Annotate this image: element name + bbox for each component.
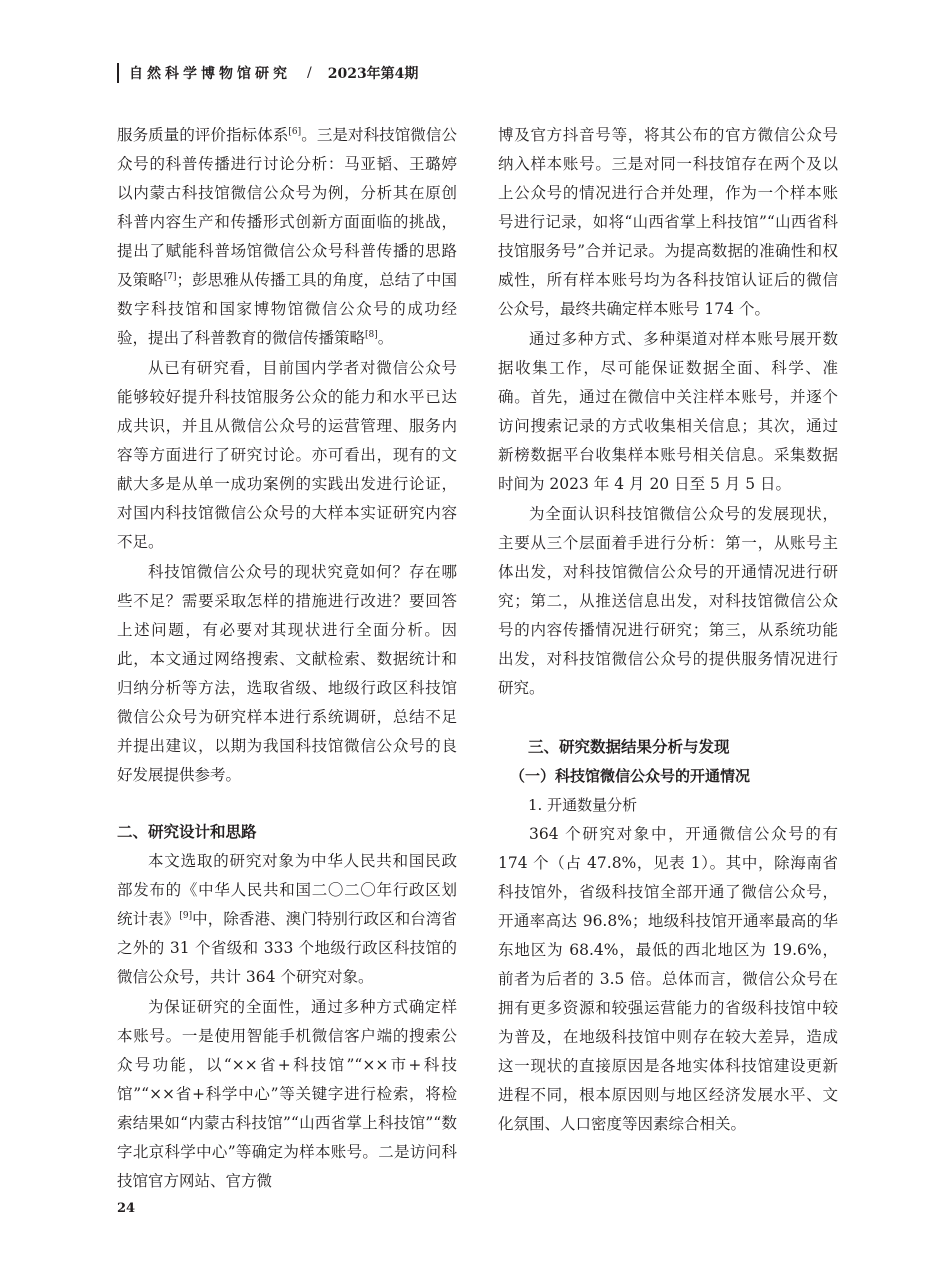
right-column bbox=[498, 121, 838, 1139]
running-header bbox=[117, 62, 418, 84]
paragraph: 为保证研究的全面性，通过多种方式确定样本账号。一是使用智能手机微信客户端的搜索公众号功能，以“××省+科技馆”“××市+科技馆”“××省+科学中心”等关键字进行检索，将检索结果如“内蒙古科技馆”“山西省掌上科技馆”“数字北京科学中心”等确定为样本账号。二是访问科技馆官方网站、官方微 bbox=[117, 998, 457, 1190]
text-span: 。三是对科技馆微信公众号的科普传播进行讨论分析：马亚韬、王璐婷以内蒙古科技馆微信公众号为例，分析其在原创科普内容生产和传播形式创新方面面临的挑战，提出了赋能科普场馆微信公众号科普传播的思路及策略 bbox=[117, 126, 457, 289]
subsection-heading: （一）科技馆微信公众号的开通情况 bbox=[510, 767, 751, 785]
paragraph: 科技馆微信公众号的现状究竟如何？存在哪些不足？需要采取怎样的措施进行改进？要回答上述问题，有必要对其现状进行全面分析。因此，本文通过网络搜索、文献检索、数据统计和归纳分析等方法，选取省级、地级行政区科技馆微信公众号为研究样本进行系统调研，总结不足并提出建议，以期为我国科技馆微信公众号的良好发展提供参考。 bbox=[117, 563, 457, 784]
text-span: 服务质量的评价指标体系 bbox=[117, 126, 289, 144]
left-column bbox=[117, 121, 457, 1196]
paragraph: 从已有研究看，目前国内学者对微信公众号能够较好提升科技馆服务公众的能力和水平已达成共识，并且从微信公众号的运营管理、服务内容等方面进行了研究讨论。亦可看出，现有的文献大多是从单一成功案例的实践出发进行论证，对国内科技馆微信公众号的大样本实证研究内容不足。 bbox=[117, 359, 457, 551]
text-span: ；彭思雅从传播工具的角度，总结了中国数字科技馆和国家博物馆微信公众号的成功经验，提出了科普教育的微信传播策略 bbox=[117, 271, 457, 347]
paragraph bbox=[117, 847, 457, 992]
paragraph: 为全面认识科技馆微信公众号的发展现状，主要从三个层面着手进行分析：第一，从账号主体出发，对科技馆微信公众号的开通情况进行研究；第二，从推送信息出发，对科技馆微信公众号的内容传播情况进行研究；第三，从系统功能出发，对科技馆微信公众号的提供服务情况进行研究。 bbox=[498, 505, 838, 697]
citation-ref: [6] bbox=[288, 126, 302, 137]
section-heading: 二、研究设计和思路 bbox=[117, 823, 257, 841]
text-span: 本文选取的研究对象为中华人民共和国民政部发布的《中华人民共和国二〇二〇年行政区划统计表》 bbox=[117, 852, 457, 928]
paragraph: 博及官方抖音号等，将其公布的官方微信公众号纳入样本账号。三是对同一科技馆存在两个及以上公众号的情况进行合并处理，作为一个样本账号进行记录，如将“山西省掌上科技馆”“山西省科技馆服务号”合并记录。为提高数据的准确性和权威性，所有样本账号均为各科技馆认证后的微信公众号，最终共确定样本账号 174 个。 bbox=[498, 126, 838, 318]
issue-label: 2023年第4期 bbox=[327, 66, 419, 82]
subsubsection-heading: 1. 开通数量分析 bbox=[528, 796, 638, 814]
paragraph: 通过多种方式、多种渠道对样本账号展开数据收集工作，尽可能保证数据全面、科学、准确。首先，通过在微信中关注样本账号，并逐个访问搜索记录的方式收集相关信息；其次，通过新榜数据平台收集样本账号相关信息。采集数据时间为 2023 年 4 月 20 日至 5 月 5 日。 bbox=[498, 330, 838, 493]
citation-ref: [9] bbox=[179, 910, 193, 921]
paragraph: 364 个研究对象中，开通微信公众号的有 174 个（占 47.8%，见表 1）。其中，除海南省科技馆外，省级科技馆全部开通了微信公众号，开通率高达 96.8%；地级科技馆开通率最高的华东地区为 68.4%，最低的西北地区为 19.6%，前者为后者的 3.5 倍。总体而言，微信公众号在拥有更多资源和较强运营能力的省级科技馆中较为普及，在地级科技馆中则存在较大差异，造成这一现状的直接原因是各地实体科技馆建设更新进程不同，根本原因则与地区经济发展水平、文化氛围、人口密度等因素综合相关。 bbox=[498, 825, 838, 1133]
journal-title: 自然科学博物馆研究 bbox=[129, 66, 291, 82]
page-number: 24 bbox=[117, 1201, 136, 1216]
text-span: 中，除香港、澳门特别行政区和台湾省之外的 31 个省级和 333 个地级行政区科技馆的微信公众号，共计 364 个研究对象。 bbox=[117, 910, 457, 986]
text-span: 。 bbox=[377, 329, 394, 347]
header-separator: / bbox=[307, 65, 312, 81]
citation-ref: [8] bbox=[365, 329, 378, 340]
section-heading: 三、研究数据结果分析与发现 bbox=[528, 738, 730, 756]
citation-ref: [7] bbox=[163, 271, 177, 282]
paragraph bbox=[117, 121, 457, 353]
header-bar bbox=[117, 63, 119, 83]
